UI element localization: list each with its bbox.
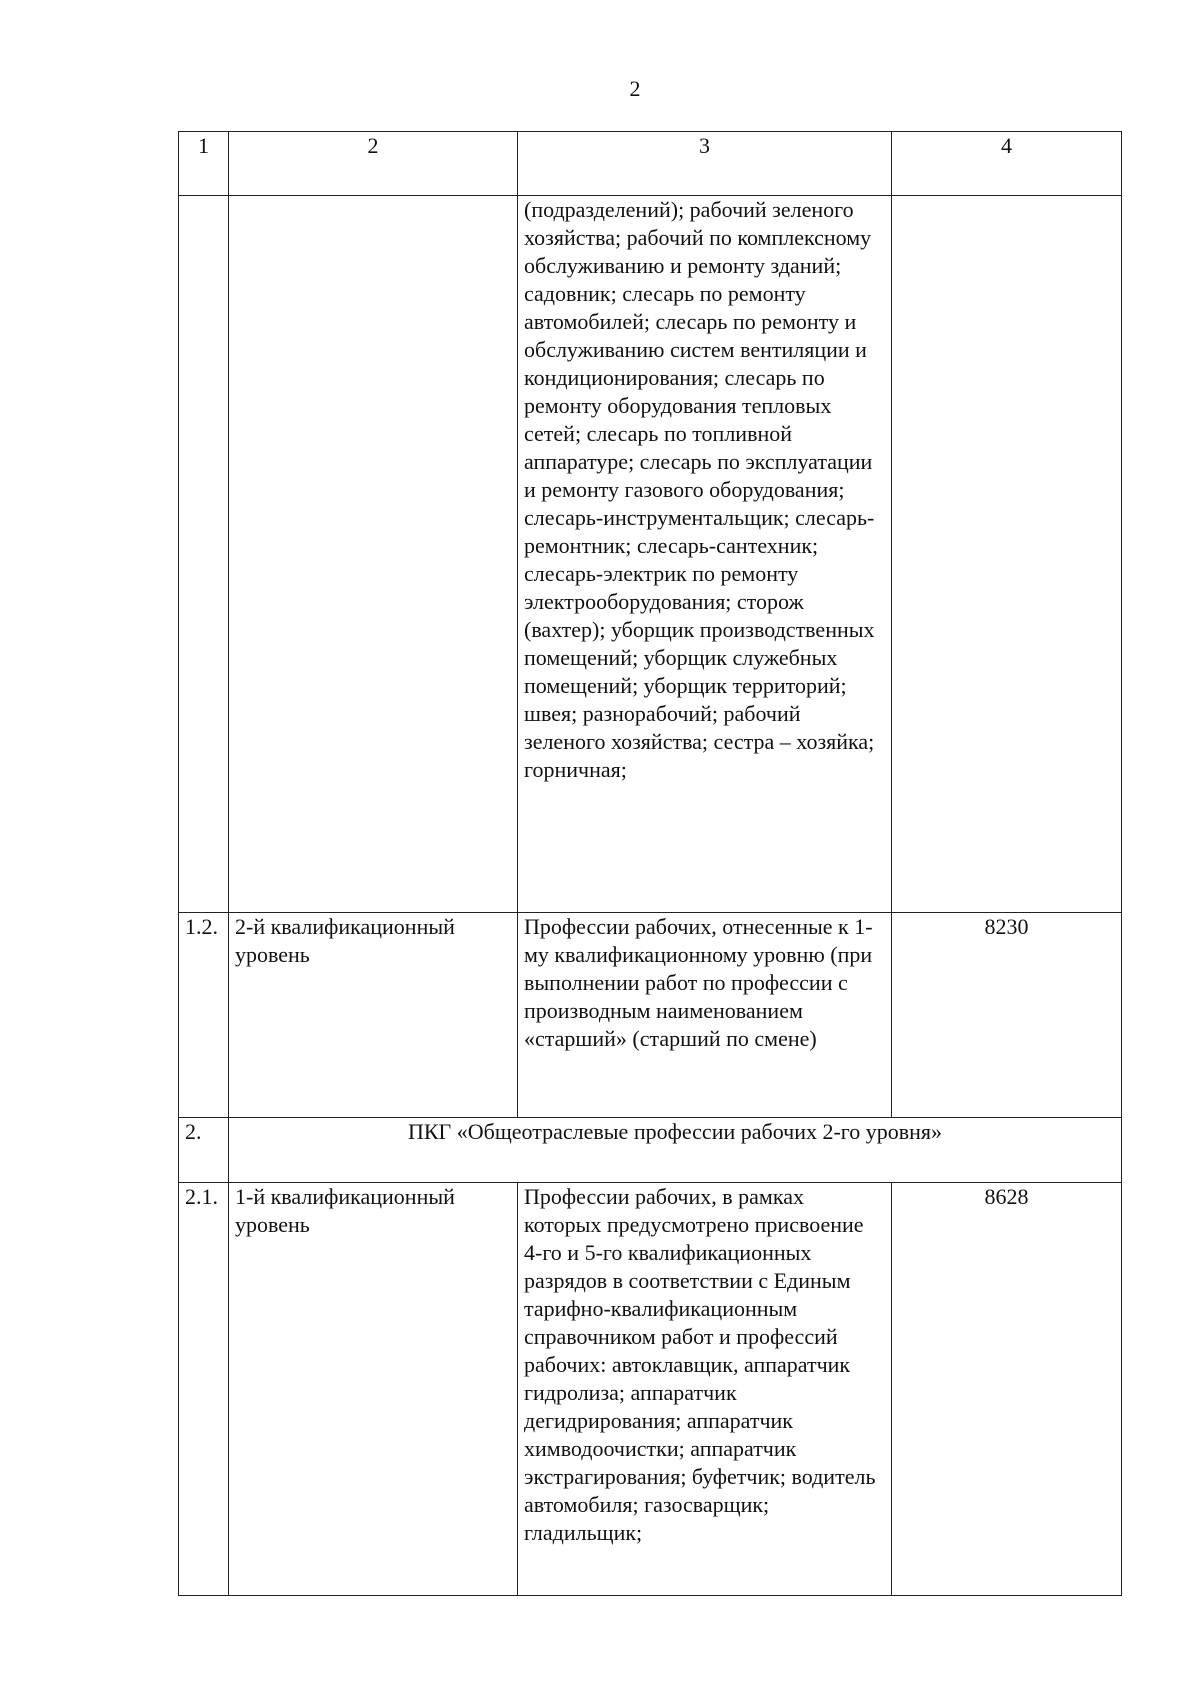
salary-value <box>892 196 1122 913</box>
header-col-4: 4 <box>892 132 1122 196</box>
row-number: 2.1. <box>179 1183 229 1596</box>
table-row <box>179 1183 1122 1596</box>
table-row-group-title <box>179 1118 1122 1183</box>
row-number: 1.2. <box>179 913 229 1118</box>
profession-description: Профессии рабочих, в рамках которых предусмотрено присвоение 4-го и 5-го квалификационных разрядов в соответствии с Единым тарифно-квалификационным справочником работ и профессий рабочих: автоклавщик, аппаратчик гидролиза; аппаратчик дегидрирования; аппаратчик химводоочистки; аппаратчик экстрагирования; буфетчик; водитель автомобиля; газосварщик; гладильщик; <box>518 1183 892 1596</box>
qualification-level: 2-й квалификационный уровень <box>229 913 518 1118</box>
professions-table <box>178 131 1122 1596</box>
group-title: ПКГ «Общеотраслевые профессии рабочих 2-го уровня» <box>229 1118 1122 1183</box>
row-number: 2. <box>179 1118 229 1183</box>
salary-value: 8628 <box>892 1183 1122 1596</box>
header-col-2: 2 <box>229 132 518 196</box>
qualification-level <box>229 196 518 913</box>
salary-value: 8230 <box>892 913 1122 1118</box>
profession-description: (подразделений); рабочий зеленого хозяйства; рабочий по комплексному обслуживанию и ремонту зданий; садовник; слесарь по ремонту автомобилей; слесарь по ремонту и обслуживанию систем вентиляции и кондиционирования; слесарь по ремонту оборудования тепловых сетей; слесарь по топливной аппаратуре; слесарь по эксплуатации и ремонту газового оборудования; слесарь-инструментальщик; слесарь-ремонтник; слесарь-сантехник; слесарь-электрик по ремонту электрооборудования; сторож (вахтер); уборщик производственных помещений; уборщик служебных помещений; уборщик территорий; швея; разнорабочий; рабочий зеленого хозяйства; сестра – хозяйка; горничная; <box>518 196 892 913</box>
header-col-1: 1 <box>179 132 229 196</box>
qualification-level: 1-й квалификационный уровень <box>229 1183 518 1596</box>
profession-description: Профессии рабочих, отнесенные к 1-му квалификационному уровню (при выполнении работ по профессии с производным наименованием «старший» (старший по смене) <box>518 913 892 1118</box>
row-number <box>179 196 229 913</box>
table-row <box>179 913 1122 1118</box>
page-number: 2 <box>629 76 641 101</box>
table-header-row <box>179 132 1122 196</box>
header-col-3: 3 <box>518 132 892 196</box>
table-row <box>179 196 1122 913</box>
